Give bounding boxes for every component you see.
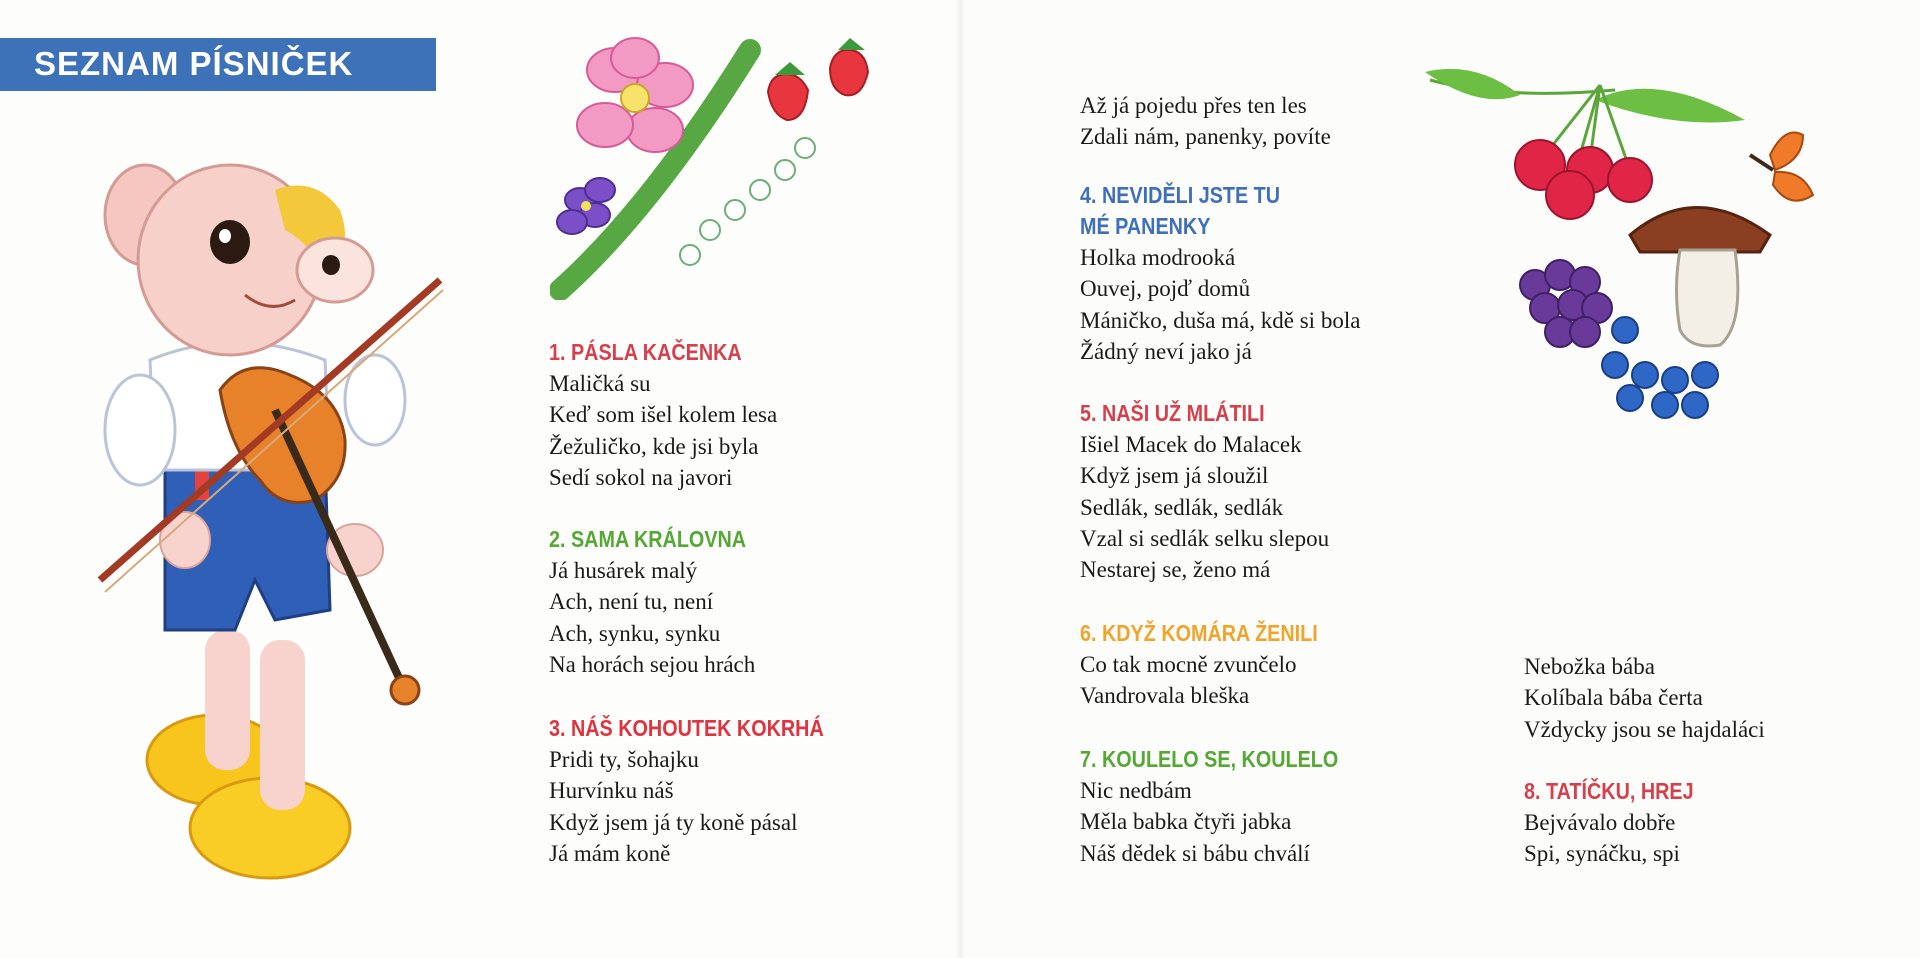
song-title: 3. NÁŠ KOHOUTEK KOKRHÁ bbox=[549, 715, 824, 741]
song-line: Spi, synáčku, spi bbox=[1524, 841, 1680, 867]
song-list bbox=[1080, 775, 1380, 869]
song-title: 4. NEVIDĚLI JSTE TU bbox=[1080, 182, 1281, 208]
song-title: 7. KOULELO SE, KOULELO bbox=[1080, 746, 1339, 772]
song-line: Máničko, duša má, kdě si bola bbox=[1080, 307, 1361, 333]
song-line: Nic nedbám bbox=[1080, 778, 1192, 803]
song-line: Ouvej, pojď domů bbox=[1080, 276, 1251, 302]
intro-block bbox=[1080, 90, 1331, 153]
song-title: 1. PÁSLA KAČENKA bbox=[549, 339, 742, 365]
song-list bbox=[1524, 651, 1765, 745]
flowers-strawberries-illustration bbox=[550, 30, 880, 300]
song-line: Když jsem já ty koně pásal bbox=[549, 809, 798, 835]
song-line: Vzal si sedlák selku slepou bbox=[1080, 525, 1330, 551]
song-line: Vandrovala bleška bbox=[1080, 683, 1250, 709]
song-list bbox=[549, 744, 868, 869]
song-block-5 bbox=[1080, 398, 1329, 585]
intro-list bbox=[1080, 90, 1331, 153]
song-block-6 bbox=[1080, 618, 1356, 712]
song-list bbox=[1080, 649, 1356, 712]
song-line: Sedí sokol na javori bbox=[549, 464, 733, 490]
song-line: Vždycky jsou se hajdaláci bbox=[1524, 716, 1765, 742]
song-list bbox=[549, 368, 777, 493]
song-list bbox=[1080, 429, 1329, 585]
song-block-4 bbox=[1080, 180, 1360, 367]
title-banner bbox=[0, 38, 436, 91]
song-line: Keď som išel kolem lesa bbox=[549, 402, 778, 428]
song-block-7 bbox=[1080, 744, 1380, 869]
song-block-3 bbox=[549, 713, 868, 869]
song-line: Sedlák, sedlák, sedlák bbox=[1080, 494, 1284, 520]
song-block-8 bbox=[1524, 776, 1721, 870]
page-fold bbox=[955, 0, 965, 958]
song-line: Já husárek malý bbox=[549, 558, 698, 583]
song-line: Bejvávalo dobře bbox=[1524, 810, 1676, 835]
song-line: Náš dědek si bábu chválí bbox=[1080, 840, 1310, 866]
song-line: Maličká su bbox=[549, 371, 651, 396]
song-title: 8. TATÍČKU, HREJ bbox=[1524, 778, 1694, 804]
song-title: 5. NAŠI UŽ MLÁTILI bbox=[1080, 400, 1265, 426]
page-title: SEZNAM PÍSNIČEK bbox=[34, 45, 354, 82]
song-title-continued: MÉ PANENKY bbox=[1080, 213, 1211, 239]
song-list bbox=[1080, 242, 1360, 367]
song-line: Nestarej se, ženo má bbox=[1080, 557, 1271, 583]
song-line: Nebožka bába bbox=[1524, 654, 1655, 679]
bear-violinist-illustration bbox=[55, 160, 465, 900]
song-line: Kolíbala bába čerta bbox=[1524, 685, 1703, 711]
song-line: Co tak mocně zvunčelo bbox=[1080, 652, 1297, 677]
song-line: Pridi ty, šohajku bbox=[549, 747, 699, 772]
song-line: Žežuličko, kde jsi byla bbox=[549, 433, 759, 459]
song-title: 2. SAMA KRÁLOVNA bbox=[549, 526, 747, 552]
column3-continuation bbox=[1524, 651, 1765, 745]
song-block-1 bbox=[549, 337, 777, 493]
song-block-2 bbox=[549, 524, 778, 680]
song-line: Hurvínku náš bbox=[549, 778, 674, 804]
song-line: Holka modrooká bbox=[1080, 245, 1236, 270]
song-line: Na horách sejou hrách bbox=[549, 651, 756, 677]
song-list bbox=[549, 555, 778, 680]
song-line: Měla babka čtyři jabka bbox=[1080, 809, 1292, 835]
song-title: 6. KDYŽ KOMÁRA ŽENILI bbox=[1080, 620, 1318, 646]
song-line: Až já pojedu přes ten les bbox=[1080, 93, 1307, 118]
song-line: Išiel Macek do Malacek bbox=[1080, 432, 1302, 457]
song-list bbox=[1524, 807, 1721, 870]
cherries-mushroom-berries-illustration bbox=[1425, 60, 1835, 440]
song-line: Zdali nám, panenky, povíte bbox=[1080, 124, 1331, 150]
song-line: Ach, synku, synku bbox=[549, 620, 721, 646]
song-line: Ach, není tu, není bbox=[549, 589, 714, 615]
song-line: Žádný neví jako já bbox=[1080, 338, 1252, 364]
song-line: Já mám koně bbox=[549, 840, 671, 866]
song-line: Když jsem já sloužil bbox=[1080, 463, 1269, 489]
